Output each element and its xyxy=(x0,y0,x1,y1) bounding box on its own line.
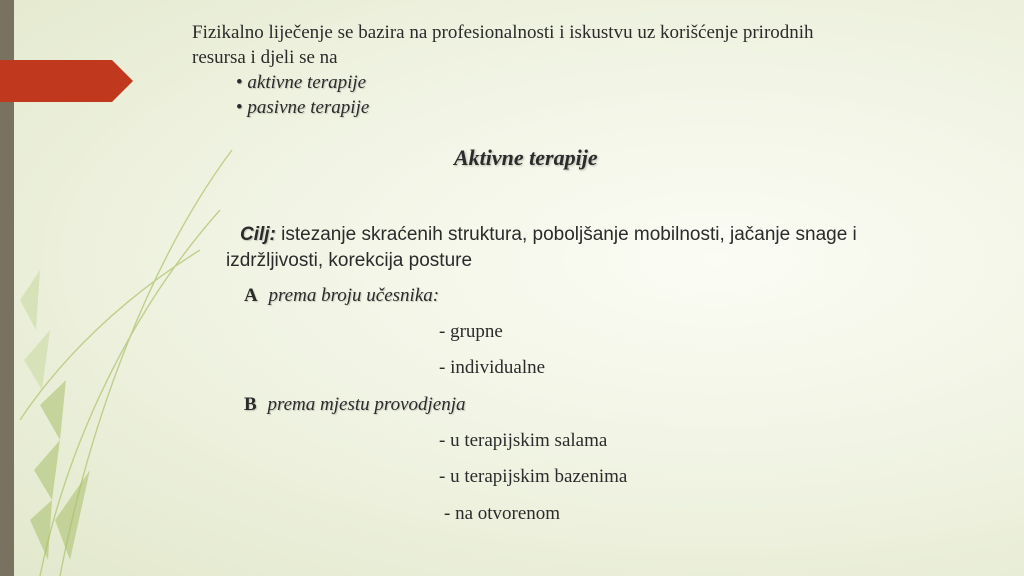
list-item: - u terapijskim salama xyxy=(439,430,608,451)
goal-line-2: izdržljivosti, korekcija posture xyxy=(226,250,473,271)
intro-line-2: resursa i djeli se na xyxy=(192,47,338,68)
section-b-title xyxy=(244,394,466,416)
leaf-shape xyxy=(34,440,60,500)
leaf-shape xyxy=(55,470,90,560)
leaf-shape xyxy=(20,270,40,330)
goal-text-1: istezanje skraćenih struktura, poboljšanje mobilnosti, jačanje snage i xyxy=(281,224,857,245)
title-accent-arrow xyxy=(0,60,133,102)
bullet-item-aktivne xyxy=(236,72,366,94)
section-a-letter: A xyxy=(244,285,258,306)
bullet-icon: • xyxy=(236,97,243,118)
bullet-icon: • xyxy=(236,72,243,93)
leaf-shape xyxy=(24,330,50,390)
section-b-text: prema mjestu provodjenja xyxy=(267,394,466,415)
section-a-title xyxy=(244,285,439,307)
section-heading: Aktivne terapije xyxy=(454,145,598,170)
section-a-text: prema broju učesnika: xyxy=(268,285,440,306)
list-item: - u terapijskim bazenima xyxy=(439,466,628,487)
leaf-shape xyxy=(40,380,66,440)
bullet-text: aktivne terapije xyxy=(247,72,367,93)
bullet-text: pasivne terapije xyxy=(247,97,370,118)
goal-label: Cilj: xyxy=(240,224,276,245)
list-item: - grupne xyxy=(439,321,503,342)
leaf-shape xyxy=(30,500,52,560)
list-item: - na otvorenom xyxy=(444,503,561,524)
leaf-stem-line xyxy=(60,150,232,576)
intro-line-1: Fizikalno liječenje se bazira na profesionalnosti i iskustvu uz korišćenje prirodnih xyxy=(192,22,814,43)
bullet-item-pasivne xyxy=(236,97,369,119)
goal-paragraph xyxy=(226,222,857,274)
section-b-letter: B xyxy=(244,394,257,415)
list-item: - individualne xyxy=(439,357,546,378)
goal-line-1 xyxy=(226,222,857,248)
intro-paragraph xyxy=(192,20,814,70)
